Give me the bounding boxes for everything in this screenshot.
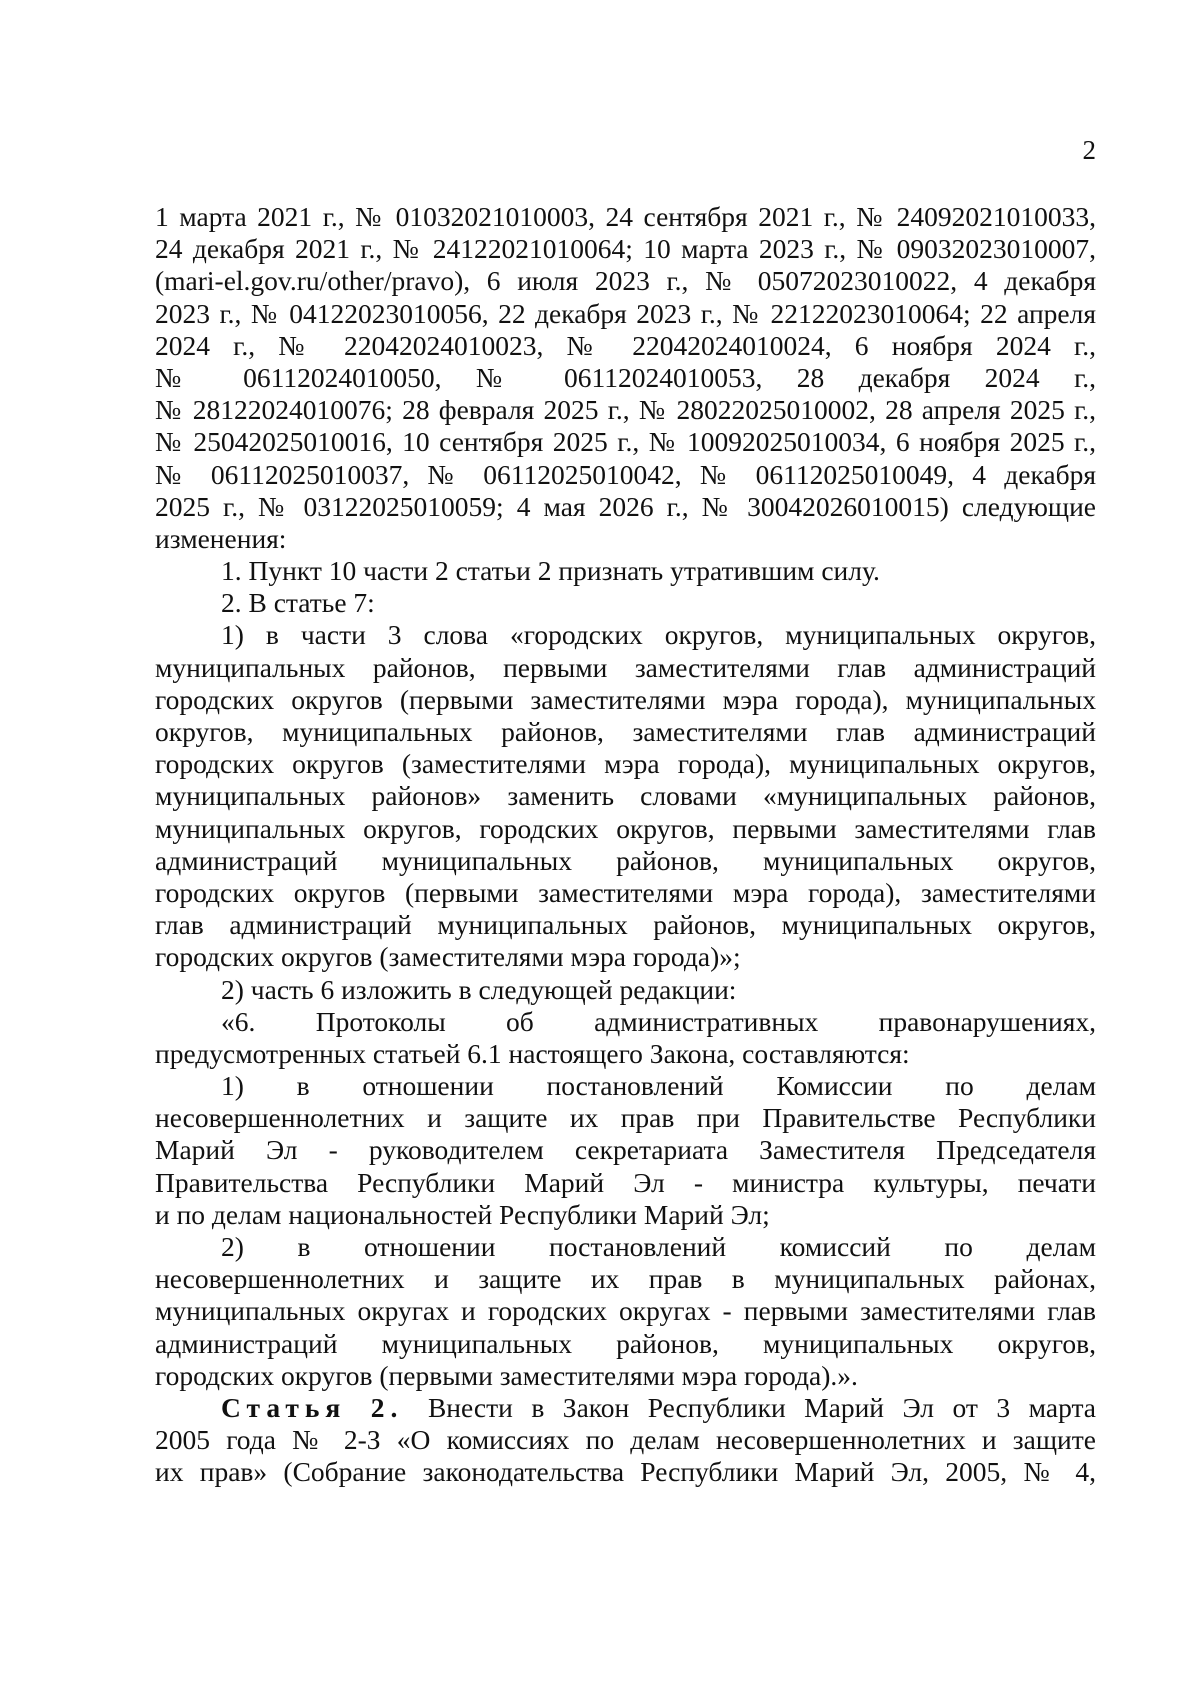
text-line: городских округов (заместителями мэра города), муниципальных округов, — [155, 748, 1096, 780]
text-line: несовершеннолетних и защите их прав при Правительстве Республики — [155, 1102, 1096, 1134]
text-line: Марий Эл - руководителем секретариата Заместителя Председателя — [155, 1134, 1096, 1166]
paragraph-part-6-2 — [155, 1231, 1096, 1392]
text-line: № 06112025010037, № 06112025010042, № 06112025010049, 4 декабря — [155, 458, 1096, 490]
text-line: администраций муниципальных районов, муниципальных округов, — [155, 1327, 1096, 1359]
text-line: администраций муниципальных районов, муниципальных округов, — [155, 844, 1096, 876]
text-line: муниципальных округов, городских округов, первыми заместителями глав — [155, 812, 1096, 844]
article-2-line: 2005 года № 2-З «О комиссиях по делам несовершеннолетних и защите — [155, 1424, 1096, 1456]
text-line: Правительства Республики Марий Эл - министра культуры, печати — [155, 1166, 1096, 1198]
text-line: 2024 г., № 22042024010023, № 22042024010024, 6 ноября 2024 г., — [155, 329, 1096, 361]
text-line: 2) в отношении постановлений комиссий по делам — [221, 1231, 1096, 1262]
text-line: 24 декабря 2021 г., № 24122021010064; 10 марта 2023 г., № 09032023010007, — [155, 233, 1096, 265]
text-line: «6. Протоколы об административных правонарушениях, — [221, 1005, 1096, 1037]
text-line: предусмотренных статьей 6.1 настоящего Закона, составляются: — [155, 1037, 910, 1069]
paragraph-part-6-1 — [155, 1070, 1096, 1231]
paragraph-part-6 — [155, 1006, 1096, 1070]
text-line: и по делам национальностей Республики Марий Эл; — [155, 1198, 770, 1230]
text-line: изменения: — [155, 522, 287, 554]
paragraphs — [155, 201, 1096, 1392]
text-line: № 06112024010050, № 06112024010053, 28 декабря 2024 г., — [155, 361, 1096, 393]
text-line: глав администраций муниципальных районов, муниципальных округов, — [155, 909, 1096, 941]
text-line: 1) в части 3 слова «городских округов, муниципальных округов, — [221, 619, 1096, 651]
text-line: муниципальных районов, первыми заместителями глав администраций — [155, 651, 1096, 683]
text-line: муниципальных районов» заменить словами «муниципальных районов, — [155, 780, 1096, 812]
text-line: 1. Пункт 10 части 2 статьи 2 признать утратившим силу. — [221, 555, 880, 587]
text-line: 1) в отношении постановлений Комиссии по делам — [221, 1070, 1096, 1102]
text-line: городских округов (первыми заместителями мэра города).». — [155, 1359, 858, 1391]
text-line: городских округов (заместителями мэра города)»; — [155, 941, 741, 973]
article-2-heading: Статья 2. — [221, 1391, 404, 1423]
paragraph-intro-continuation — [155, 201, 1096, 555]
text-line: 2023 г., № 04122023010056, 22 декабря 2023 г., № 22122023010064; 22 апреля — [155, 297, 1096, 329]
paragraph-item-2-2 — [155, 974, 1096, 1006]
text-line: муниципальных округах и городских округах - первыми заместителями глав — [155, 1295, 1096, 1327]
text-line: округов, муниципальных районов, заместителями глав администраций — [155, 716, 1096, 747]
text-line: несовершеннолетних и защите их прав в муниципальных районах, — [155, 1263, 1096, 1295]
paragraph-item-1 — [155, 555, 1096, 587]
text-line: (mari-el.gov.ru/other/pravo), 6 июля 2023 г., № 05072023010022, 4 декабря — [155, 265, 1096, 297]
article-2-line: их прав» (Собрание законодательства Республики Марий Эл, 2005, № 4, — [155, 1456, 1096, 1488]
text-line: 2025 г., № 03122025010059; 4 мая 2026 г., № 30042026010015) следующие — [155, 490, 1096, 522]
article-2-paragraph — [155, 1392, 1096, 1489]
text-line: 2. В статье 7: — [221, 587, 375, 619]
text-line: № 25042025010016, 10 сентября 2025 г., № 10092025010034, 6 ноября 2025 г., — [155, 426, 1096, 458]
text-line: 1 марта 2021 г., № 01032021010003, 24 сентября 2021 г., № 24092021010033, — [155, 201, 1096, 232]
paragraph-item-2 — [155, 587, 1096, 619]
text-line: городских округов (первыми заместителями мэра города), заместителями — [155, 876, 1096, 908]
page-number: 2 — [1082, 135, 1096, 165]
text-line: № 28122024010076; 28 февраля 2025 г., № 28022025010002, 28 апреля 2025 г., — [155, 394, 1096, 426]
paragraph-item-2-1 — [155, 619, 1096, 973]
text-line: городских округов (первыми заместителями мэра города), муниципальных — [155, 683, 1096, 715]
law-text — [155, 201, 1096, 1489]
article-2-first-line-text: Внести в Закон Республики Марий Эл от 3 марта — [427, 1391, 1097, 1423]
article-2-first-line — [155, 1392, 1096, 1424]
text-line: 2) часть 6 изложить в следующей редакции: — [221, 973, 737, 1005]
